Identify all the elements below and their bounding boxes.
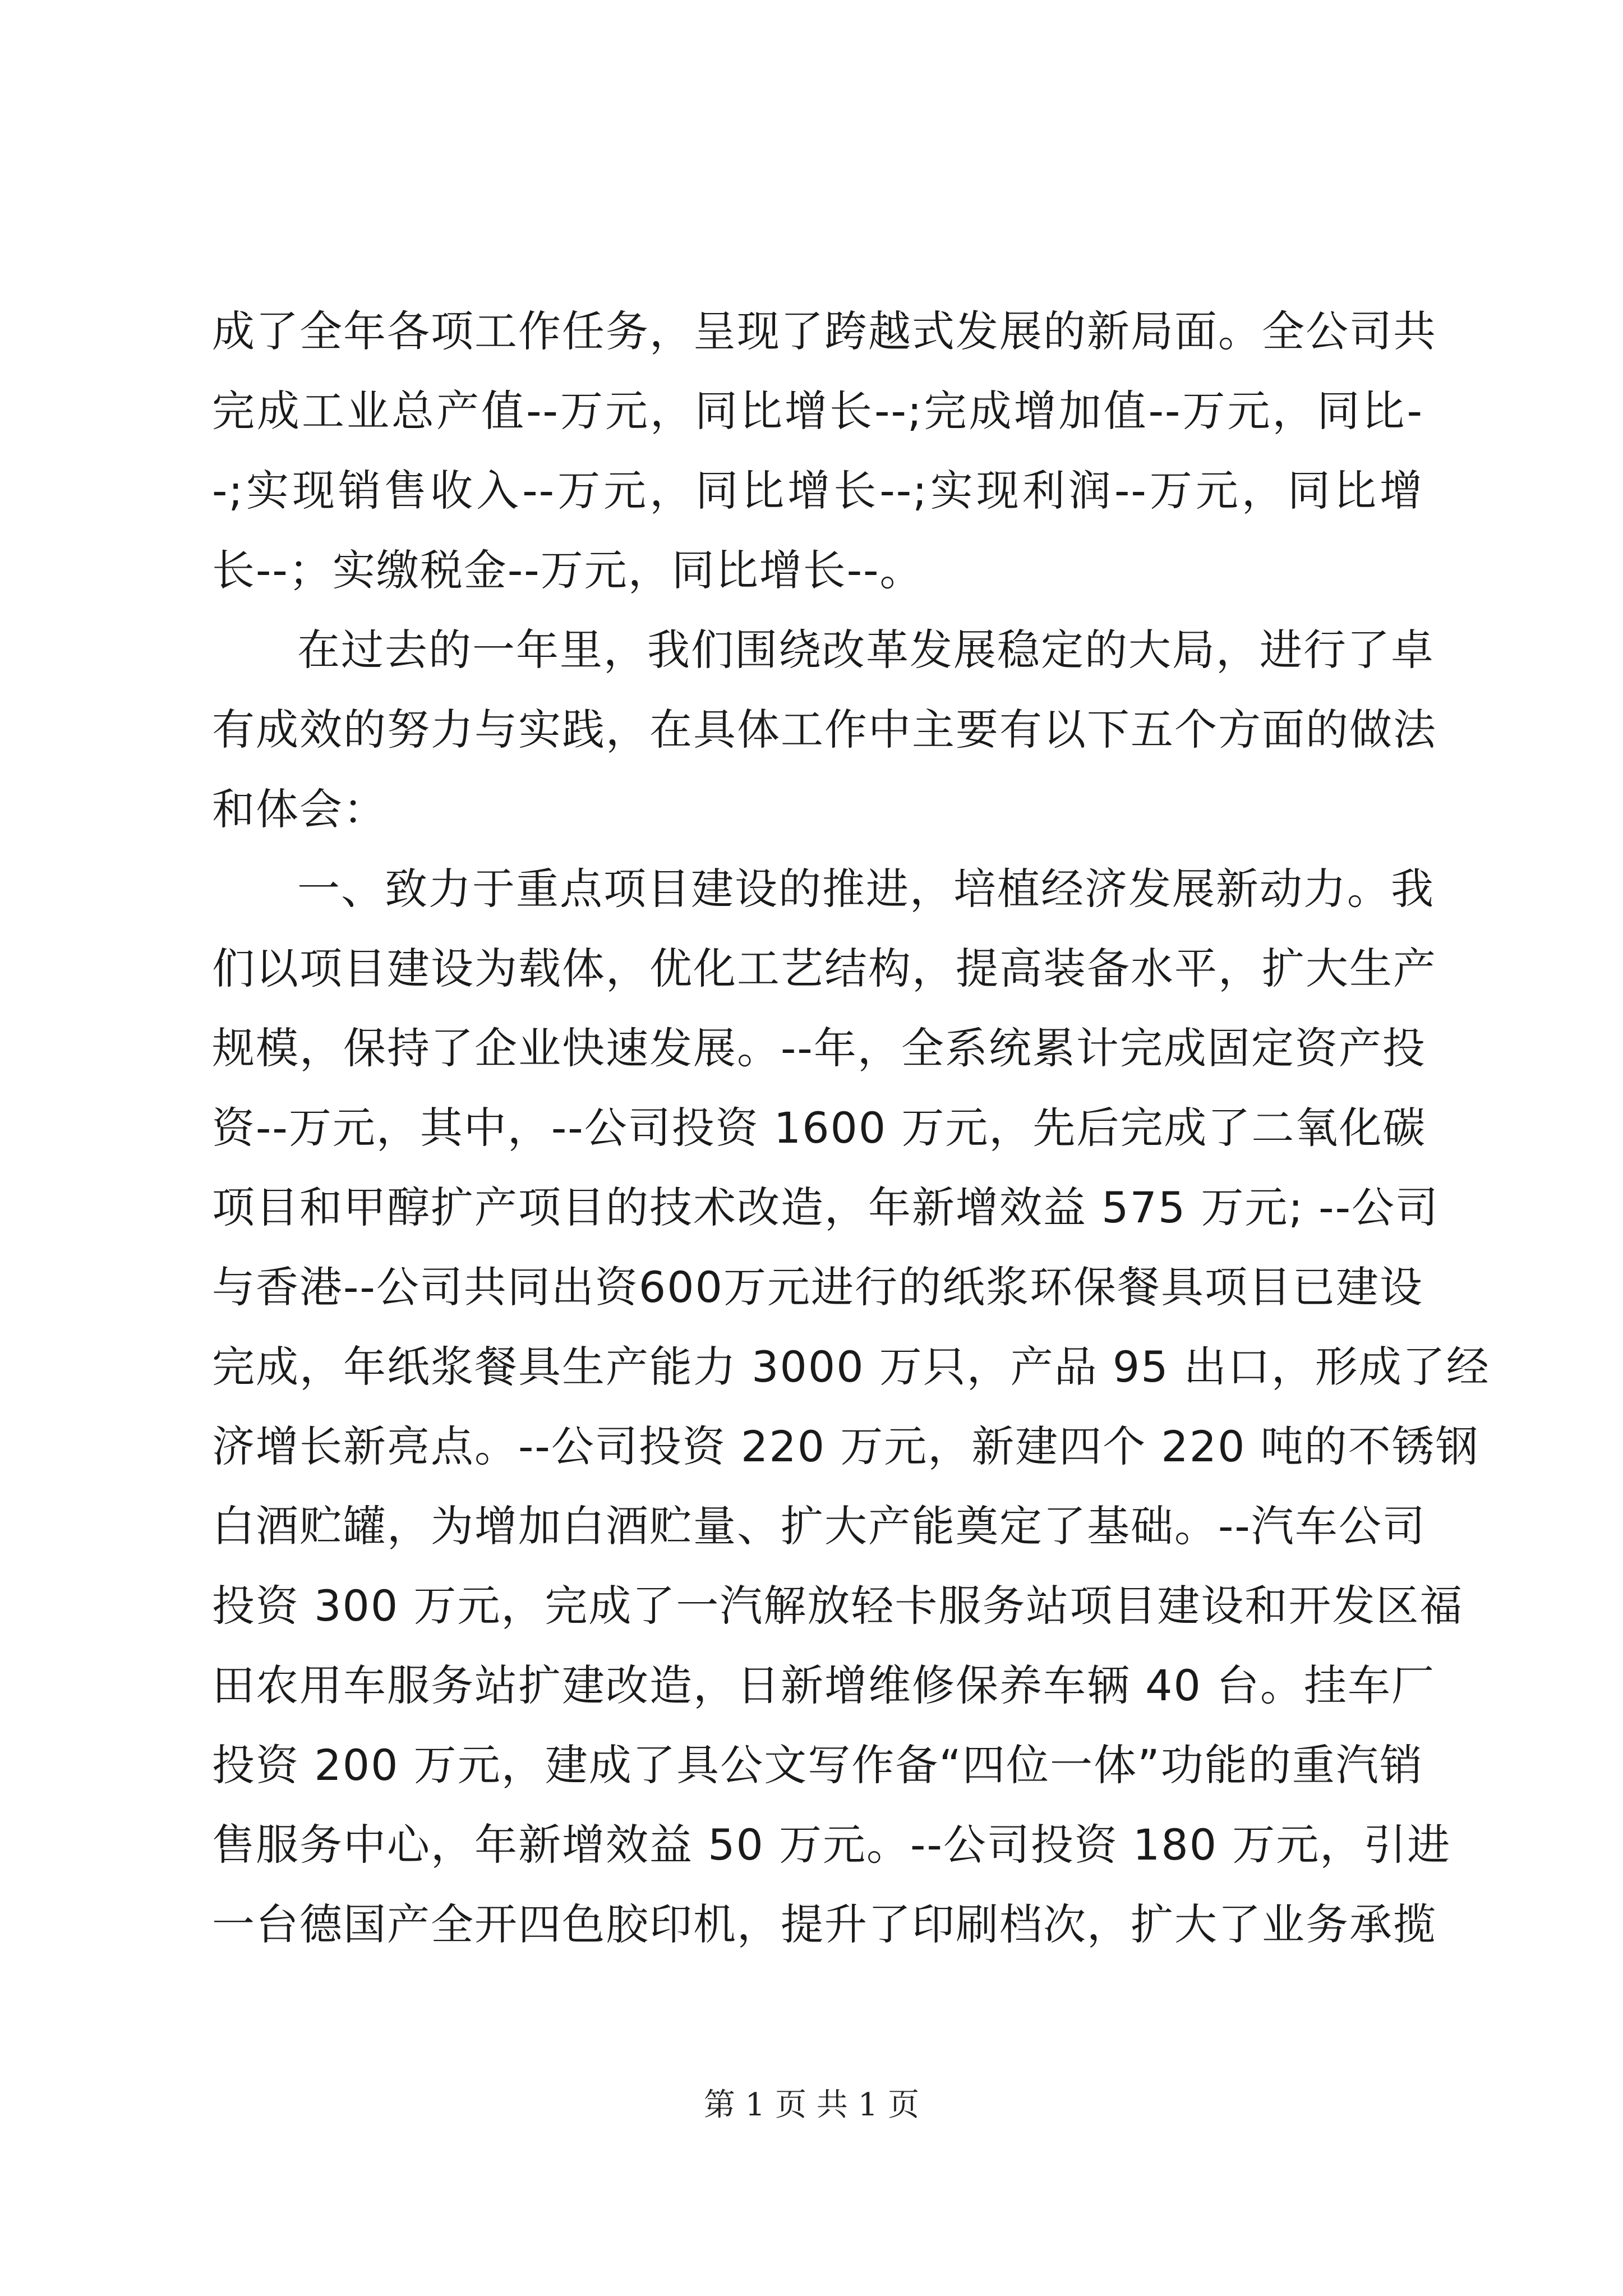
- text-line-21: 一台德国产全开四色胶印机，提升了印刷档次，扩大了业务承揽: [212, 1899, 1437, 1949]
- text-line-17: 投资 300 万元，完成了一汽解放轻卡服务站项目建设和开发区福: [212, 1581, 1464, 1631]
- text-line-13: 与香港--公司共同出资600万元进行的纸浆环保餐具项目已建设: [212, 1262, 1423, 1312]
- text-line-1: 成了全年各项工作任务，呈现了跨越式发展的新局面。全公司共: [212, 306, 1437, 356]
- text-line-7: 和体会：: [212, 784, 387, 834]
- text-line-14: 完成，年纸浆餐具生产能力 3000 万只，产品 95 出口，形成了经: [212, 1342, 1490, 1392]
- text-line-11: 资--万元，其中，--公司投资 1600 万元，先后完成了二氧化碳: [212, 1103, 1427, 1153]
- text-line-6: 有成效的努力与实践，在具体工作中主要有以下五个方面的做法: [212, 705, 1437, 754]
- text-line-12: 项目和甲醇扩产项目的技术改造，年新增效益 575 万元; --公司: [212, 1182, 1439, 1232]
- text-line-2: 完成工业总产值--万元，同比增长--;完成增加值--万元，同比-: [212, 386, 1423, 436]
- text-line-16: 白酒贮罐，为增加白酒贮量、扩大产能奠定了基础。--汽车公司: [212, 1501, 1426, 1551]
- text-line-5: 在过去的一年里，我们围绕改革发展稳定的大局，进行了卓: [297, 625, 1435, 675]
- text-line-19: 投资 200 万元，建成了具公文写作备“四位一体”功能的重汽销: [212, 1740, 1423, 1790]
- text-line-3: -;实现销售收入--万元，同比增长--;实现利润--万元，同比增: [212, 466, 1423, 516]
- text-line-8: 一、致力于重点项目建设的推进，培植经济发展新动力。我: [297, 864, 1435, 914]
- document-body: [212, 292, 1490, 1964]
- text-line-10: 规模，保持了企业快速发展。--年，全系统累计完成固定资产投: [212, 1023, 1426, 1073]
- text-line-18: 田农用车服务站扩建改造，日新增维修保养车辆 40 台。挂车厂: [212, 1660, 1436, 1710]
- text-line-9: 们以项目建设为载体，优化工艺结构，提高装备水平，扩大生产: [212, 944, 1437, 993]
- text-line-20: 售服务中心，年新增效益 50 万元。--公司投资 180 万元，引进: [212, 1820, 1451, 1870]
- text-line-4: 长--；实缴税金--万元，同比增长--。: [212, 545, 924, 595]
- text-line-15: 济增长新亮点。--公司投资 220 万元，新建四个 220 吨的不锈钢: [212, 1421, 1479, 1471]
- page-number-label: 第 1 页 共 1 页: [703, 2087, 920, 2123]
- page-footer: [0, 2086, 1623, 2125]
